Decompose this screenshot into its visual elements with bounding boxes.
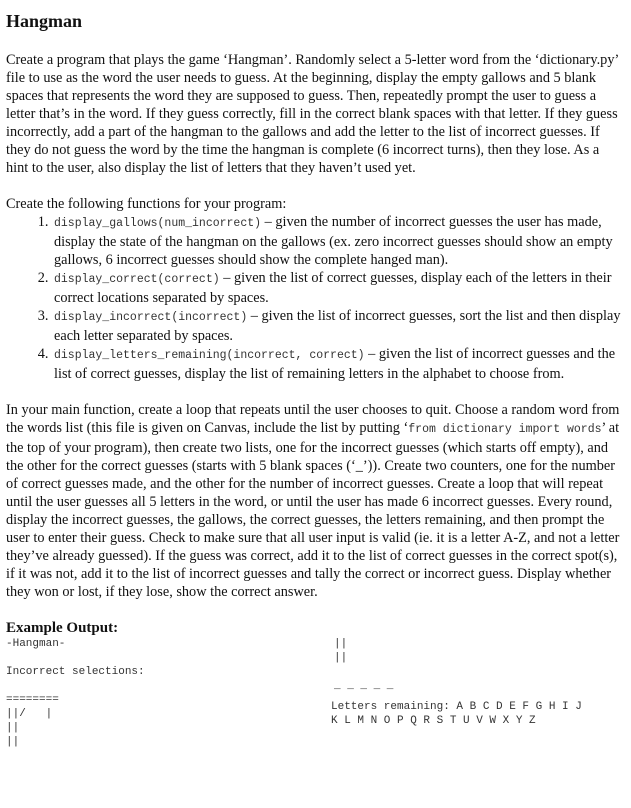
letters-remaining-line1: Letters remaining: A B C D E F G H I J: [331, 701, 582, 713]
function-description: – given the list of correct guesses, display each of the letters in their correct locations separated by spaces.: [54, 270, 612, 306]
functions-list: [6, 213, 624, 383]
intro-paragraph: Create a program that plays the game ‘Hangman’. Randomly select a 5-letter word from the ‘dictionary.py’ file to use as the word the user needs to guess. At the beginning, display the empty gallows and 5 blank spaces that represents the word they are supposed to guess. Then, repeatedly prompt the user to guess a letter that’s in the word. If they guess correctly, fill in the correct blank spaces with that letter. If they guess incorrectly, add a part of the hangman to the gallows and add the letter to the list of incorrect guesses. If they do not guess the word by the time the hangman is complete (6 incorrect turns), then they lose. As a hint to the user, also display the list of letters that they haven’t used yet.: [6, 52, 619, 176]
function-signature: display_incorrect(incorrect): [54, 311, 248, 324]
letters-remaining-line2: K L M N O P Q R S T U V W X Y Z: [331, 715, 536, 727]
main-function-paragraph: [6, 401, 624, 601]
function-description: – given the list of incorrect guesses and the list of correct guesses, display the list of remaining letters in the alphabet to choose from.: [54, 346, 616, 382]
list-item: [52, 345, 624, 383]
list-item: [52, 213, 624, 269]
list-item: [52, 307, 624, 345]
output-left-column: -Hangman- Incorrect selections: ======== ||/ | || ||: [6, 638, 145, 748]
word-blanks: _ _ _ _ _: [334, 680, 394, 692]
main-text-part1: In your main function, create a loop that repeats until the user chooses to quit. Choose a random word from the words list (this file is given on Canvas, include the list by putting ‘: [6, 402, 620, 436]
function-description: – given the list of incorrect guesses, sort the list and then display each letter separated by spaces.: [54, 308, 621, 344]
function-signature: display_gallows(num_incorrect): [54, 217, 262, 230]
example-heading: Example Output:: [6, 620, 119, 636]
function-description: – given the number of incorrect guesses the user has made, display the state of the hangman on the gallows (ex. zero incorrect guesses should show an empty gallows, 6 incorrect guesses should show the complete hanged man).: [54, 214, 613, 268]
gallows-post: || ||: [334, 638, 348, 664]
list-item: [52, 269, 624, 307]
function-signature: display_correct(correct): [54, 273, 220, 286]
example-output: [6, 637, 624, 767]
main-text-part2: ’ at the top of your program), then create two lists, one for the incorrect guesses (which starts off empty), and the other for the correct guesses (starts with 5 blank spaces (‘_’)). Create two counters, one for the number of correct guesses made, and the other for the number of incorrect guesses. Create a loop that will repeat until the user guesses all 5 letters in the word, or until the user has made 6 incorrect guesses. Every round, display the incorrect guesses, the gallows, the correct guesses, the letters remaining, and then prompt the user to enter their guess. Check to make sure that all user input is valid (ie. it is a letter A-Z, and not a letter they’ve already guessed). If the guess was correct, add it to the list of correct guesses in the correct spot(s), if it was not, add it to the list of incorrect guesses and tally the correct or incorrect guess. Display whether they won or lost, if they lose, show the correct answer.: [6, 420, 620, 600]
import-code: from dictionary import words: [408, 423, 602, 436]
function-signature: display_letters_remaining(incorrect, correct): [54, 349, 365, 362]
functions-intro: Create the following functions for your program:: [6, 196, 287, 212]
page-title: Hangman: [6, 11, 83, 31]
document-page: [6, 10, 624, 767]
